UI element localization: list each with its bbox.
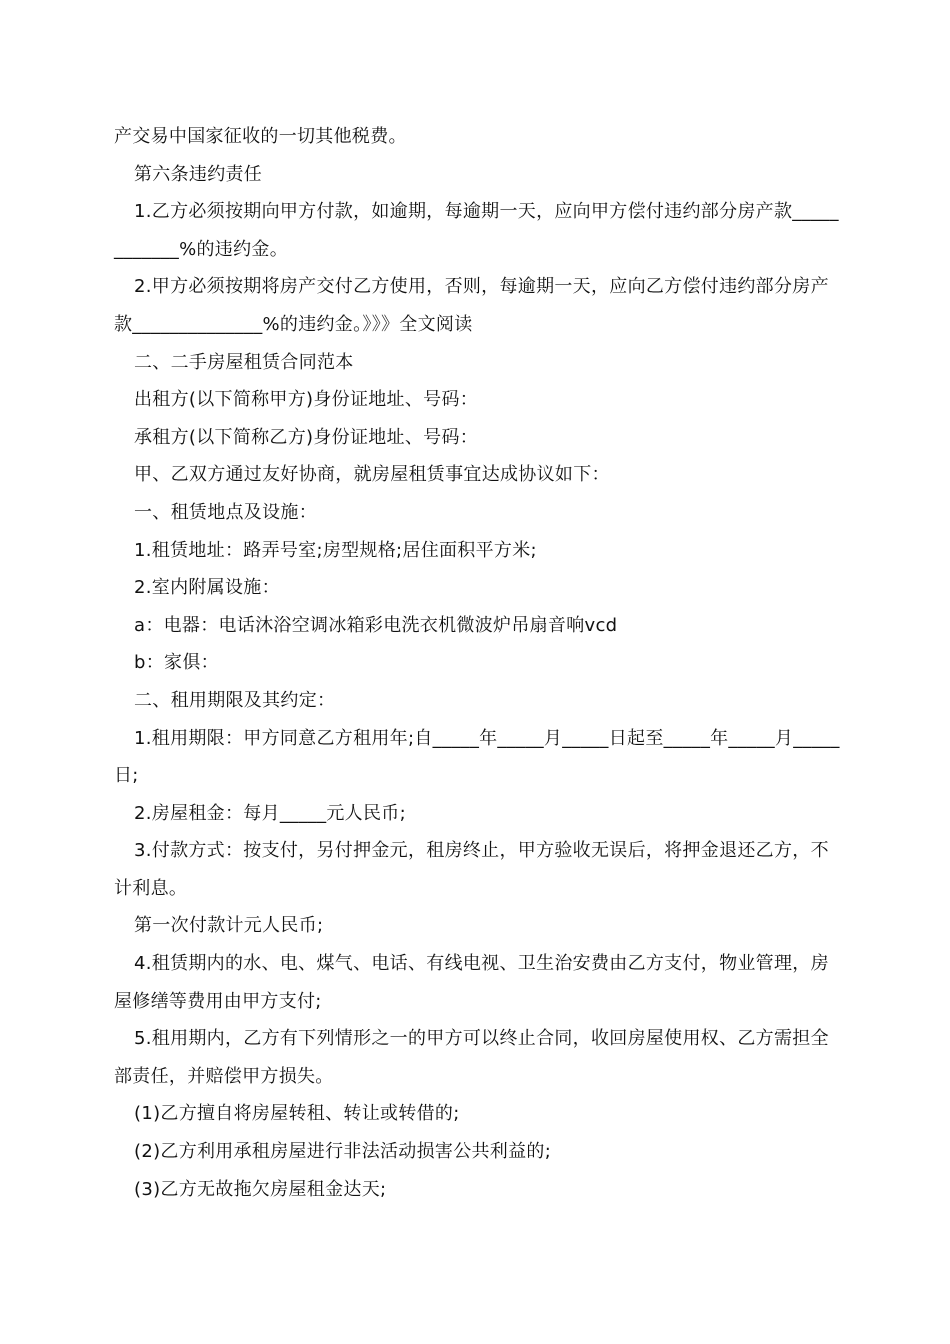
paragraph-tax-continuation: 产交易中国家征收的一切其他税费。 [114, 126, 407, 147]
document-body [114, 118, 844, 1208]
paragraph-lease-template-heading: 二、二手房屋租赁合同范本 [134, 351, 354, 373]
paragraph-buyer-late-payment: 1.乙方必须按期向甲方付款，如逾期，每逾期一天，应向甲方偿付违约部分房产款____________%的违约金。 [114, 201, 839, 260]
paragraph-section-location: 一、租赁地点及设施： [134, 501, 317, 523]
paragraph-section-term: 二、租用期限及其约定： [134, 689, 336, 711]
paragraph-lease-term: 1.租用期限：甲方同意乙方租用年;自_____年_____月_____日起至_____年_____月_____日; [114, 727, 840, 787]
paragraph-facilities: 2.室内附属设施： [134, 577, 280, 599]
paragraph-lessee-id: 承租方(以下简称乙方)身份证地址、号码： [134, 426, 479, 448]
paragraph-lessor-id: 出租方(以下简称甲方)身份证地址、号码： [134, 389, 479, 411]
paragraph-termination-conditions: 5.租用期内，乙方有下列情形之一的甲方可以终止合同，收回房屋使用权、乙方需担全部责任，并赔偿甲方损失。 [114, 1028, 829, 1087]
paragraph-agreement-intro: 甲、乙双方通过友好协商，就房屋租赁事宜达成协议如下： [134, 464, 610, 486]
paragraph-appliances: a：电器：电话沐浴空调冰箱彩电洗衣机微波炉吊扇音响vcd [134, 614, 618, 636]
paragraph-condition-sublet: (1)乙方擅自将房屋转租、转让或转借的; [134, 1103, 460, 1125]
paragraph-seller-late-delivery: 2.甲方必须按期将房产交付乙方使用，否则，每逾期一天，应向乙方偿付违约部分房产款______________%的违约金。》》》全文阅读 [114, 276, 829, 335]
paragraph-condition-illegal-use: (2)乙方利用承租房屋进行非法活动损害公共利益的; [134, 1141, 552, 1163]
paragraph-utilities: 4.租赁期内的水、电、煤气、电话、有线电视、卫生治安费由乙方支付，物业管理，房屋修缮等费用由甲方支付; [114, 953, 829, 1012]
paragraph-first-payment: 第一次付款计元人民币; [134, 915, 324, 937]
paragraph-article-six-heading: 第六条违约责任 [134, 163, 263, 185]
paragraph-rent: 2.房屋租金：每月_____元人民币; [134, 802, 406, 824]
paragraph-condition-rent-arrears: (3)乙方无故拖欠房屋租金达天; [134, 1178, 387, 1200]
paragraph-lease-address: 1.租赁地址：路弄号室;房型规格;居住面积平方米; [134, 539, 537, 561]
paragraph-payment-method: 3.付款方式：按支付，另付押金元，租房终止，甲方验收无误后，将押金退还乙方，不计利息。 [114, 840, 829, 899]
paragraph-furniture: b：家俱： [134, 652, 219, 674]
